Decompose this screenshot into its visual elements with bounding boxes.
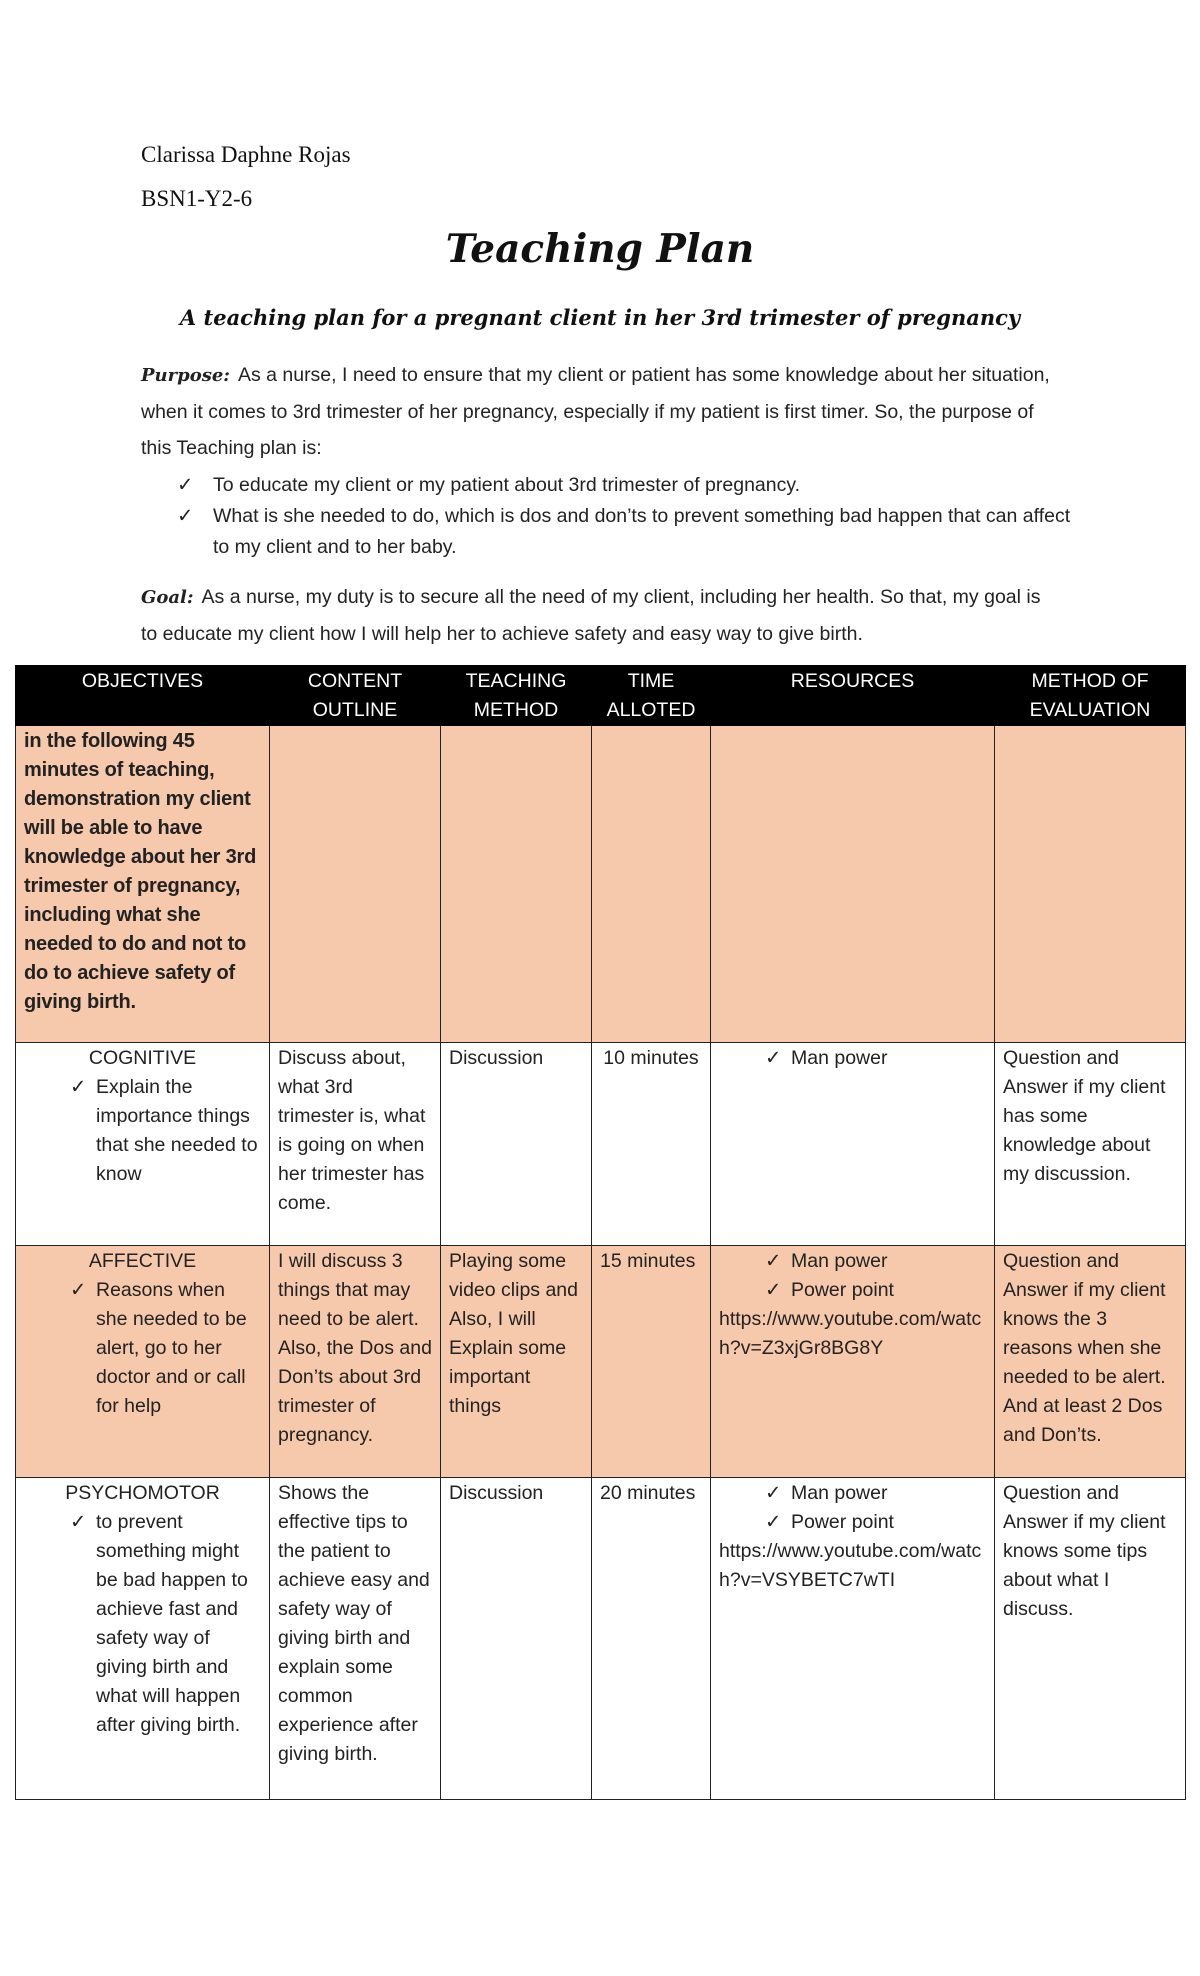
domain-label: PSYCHOMOTOR <box>65 1482 220 1504</box>
domain-label: COGNITIVE <box>88 1047 197 1069</box>
evaluation-cell: Question and Answer if my client knows the 3 reasons when she needed to be alert. And at least 2 Dos and Don’ts. <box>995 1246 1186 1478</box>
header-time-alloted: TIME ALLOTED <box>592 666 711 726</box>
video-link[interactable]: https://www.youtube.com/watch?v=Z3xjGr8BG8Y <box>719 1308 982 1359</box>
purpose-list <box>177 470 1077 563</box>
evaluation-cell: Question and Answer if my client has some knowledge about my discussion. <box>995 1043 1186 1246</box>
check-icon: ✓ <box>177 505 194 527</box>
table-row-psychomotor <box>16 1478 1186 1800</box>
content-cell: Shows the effective tips to the patient to achieve easy and safety way of giving birth and explain some common experience after giving birth. <box>270 1478 441 1800</box>
resource-item <box>719 1479 986 1508</box>
empty-cell <box>270 726 441 1043</box>
resources-cell <box>711 1478 995 1800</box>
resource-item <box>719 1508 986 1537</box>
purpose-text: As a nurse, I need to ensure that my client or patient has some knowledge about her situation, when it comes to 3rd trimester of her pregnancy, especially if my patient is first timer. So, the purpose of this Teaching plan is: <box>141 364 1050 459</box>
time-cell: 20 minutes <box>592 1478 711 1800</box>
header-content-outline: CONTENT OUTLINE <box>270 666 441 726</box>
empty-cell <box>441 726 592 1043</box>
empty-cell <box>711 726 995 1043</box>
domain-label: AFFECTIVE <box>88 1250 197 1272</box>
resource-text: Power point <box>791 1511 894 1533</box>
table-row-affective <box>16 1246 1186 1478</box>
video-link[interactable]: https://www.youtube.com/watch?v=VSYBETC7wTI <box>719 1540 982 1591</box>
objective-text: Explain the importance things that she needed to know <box>96 1076 258 1185</box>
table-row-cognitive <box>16 1043 1186 1246</box>
objective-text: to prevent something might be bad happen to achieve fast and safety way of giving birth and what will happen after giving birth. <box>96 1511 248 1736</box>
check-icon: ✓ <box>765 1482 782 1504</box>
purpose-item <box>177 501 1077 563</box>
method-cell: Discussion <box>441 1043 592 1246</box>
header-teaching-method: TEACHING METHOD <box>441 666 592 726</box>
purpose-label: Purpose: <box>141 365 230 386</box>
resource-text: Man power <box>791 1482 888 1504</box>
objective-cell <box>16 1478 270 1800</box>
header-objectives: OBJECTIVES <box>16 666 270 726</box>
time-cell: 10 minutes <box>592 1043 711 1246</box>
resource-text: Man power <box>791 1250 888 1272</box>
general-objective-cell: in the following 45 minutes of teaching, demonstration my client will be able to have knowledge about her 3rd trimester of pregnancy, including what she needed to do and not to do to achieve safety of giving birth. <box>16 726 270 1043</box>
check-icon: ✓ <box>177 474 194 496</box>
time-cell: 15 minutes <box>592 1246 711 1478</box>
teaching-plan-table <box>15 665 1186 1800</box>
purpose-paragraph <box>141 357 1061 466</box>
resources-cell <box>711 1246 995 1478</box>
content-cell: I will discuss 3 things that may need to be alert. Also, the Dos and Don’ts about 3rd trimester of pregnancy. <box>270 1246 441 1478</box>
resources-cell <box>711 1043 995 1246</box>
check-icon: ✓ <box>70 1511 87 1533</box>
check-icon: ✓ <box>70 1279 87 1301</box>
purpose-item <box>177 470 1077 501</box>
method-cell: Playing some video clips and Also, I will Explain some important things <box>441 1246 592 1478</box>
method-cell: Discussion <box>441 1478 592 1800</box>
content-cell: Discuss about, what 3rd trimester is, what is going on when her trimester has come. <box>270 1043 441 1246</box>
empty-cell <box>995 726 1186 1043</box>
resource-item <box>719 1247 986 1276</box>
objective-item <box>24 1508 261 1740</box>
check-icon: ✓ <box>765 1511 782 1533</box>
objective-item <box>24 1073 261 1189</box>
header-resources: RESOURCES <box>711 666 995 726</box>
objective-cell <box>16 1043 270 1246</box>
page-subtitle: A teaching plan for a pregnant client in her 3rd trimester of pregnancy <box>179 305 1021 330</box>
table-header-row <box>16 666 1186 726</box>
resource-item <box>719 1276 986 1305</box>
check-icon: ✓ <box>765 1047 782 1069</box>
check-icon: ✓ <box>70 1076 87 1098</box>
evaluation-cell: Question and Answer if my client knows some tips about what I discuss. <box>995 1478 1186 1800</box>
author-name: Clarissa Daphne Rojas <box>141 142 351 167</box>
goal-label: Goal: <box>141 587 194 608</box>
objective-text: Reasons when she needed to be alert, go to her doctor and or call for help <box>96 1279 247 1417</box>
objective-cell <box>16 1246 270 1478</box>
resource-item <box>719 1044 986 1073</box>
check-icon: ✓ <box>765 1250 782 1272</box>
objective-item <box>24 1276 261 1421</box>
check-icon: ✓ <box>765 1279 782 1301</box>
goal-paragraph <box>141 579 1061 652</box>
empty-cell <box>592 726 711 1043</box>
purpose-item-text: To educate my client or my patient about 3rd trimester of pregnancy. <box>213 474 801 496</box>
author-section: BSN1-Y2-6 <box>141 186 253 211</box>
resource-text: Power point <box>791 1279 894 1301</box>
goal-text: As a nurse, my duty is to secure all the need of my client, including her health. So that, my goal is to educate my client how I will help her to achieve safety and easy way to give birth. <box>141 586 1041 645</box>
purpose-item-text: What is she needed to do, which is dos and don’ts to prevent something bad happen that can affect to my client and to her baby. <box>213 505 1071 558</box>
table-row-general-objective <box>16 726 1186 1043</box>
resource-text: Man power <box>791 1047 888 1069</box>
page-title: Teaching Plan <box>445 226 755 272</box>
header-evaluation: METHOD OF EVALUATION <box>995 666 1186 726</box>
